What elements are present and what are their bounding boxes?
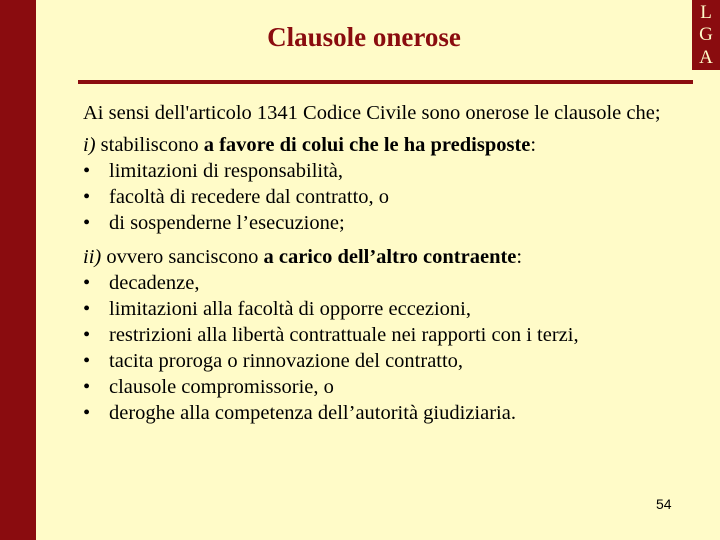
bullet: •: [83, 298, 91, 320]
bullet: •: [83, 350, 91, 372]
list-item-text: clausole compromissorie, o: [109, 376, 334, 398]
section-one-bold: a favore di colui che le ha predisposte: [203, 134, 531, 156]
section-two-numeral: ii): [83, 246, 102, 268]
list-item: [83, 184, 688, 210]
slide-title: Clausole onerose: [267, 22, 461, 52]
section-two-tail: :: [516, 246, 523, 268]
section-one-heading: [83, 132, 688, 158]
section-two-list: [83, 270, 688, 426]
bullet: •: [83, 160, 91, 182]
list-item: [83, 270, 688, 296]
list-item-text: limitazioni alla facoltà di opporre eccezioni,: [109, 298, 472, 320]
list-item: [83, 158, 688, 184]
logo-letter: G: [699, 24, 713, 46]
section-two-heading: [83, 244, 688, 270]
section-one-numeral: i): [83, 134, 96, 156]
list-item: [83, 296, 688, 322]
list-item: [83, 210, 688, 236]
list-item-text: restrizioni alla libertà contrattuale nei rapporti con i terzi,: [109, 324, 579, 346]
logo-letter: A: [699, 47, 713, 69]
list-item-text: deroghe alla competenza dell’autorità giudiziaria.: [109, 402, 516, 424]
bullet: •: [83, 376, 91, 398]
section-one-lead: stabiliscono: [100, 134, 199, 156]
bullet: •: [83, 272, 91, 294]
bullet: •: [83, 324, 91, 346]
section-one-tail: :: [530, 134, 537, 156]
list-item: [83, 374, 688, 400]
bullet: •: [83, 212, 91, 234]
list-item-text: facoltà di recedere dal contratto, o: [109, 186, 390, 208]
bullet: •: [83, 402, 91, 424]
list-item-text: decadenze,: [109, 272, 200, 294]
section-two-bold: a carico dell’altro contraente: [263, 246, 517, 268]
lga-logo: [692, 0, 720, 70]
list-item-text: di sospenderne l’esecuzione;: [109, 212, 345, 234]
list-item: [83, 348, 688, 374]
logo-letter: L: [700, 1, 712, 23]
slide-body: [83, 100, 688, 426]
intro-paragraph: Ai sensi dell'articolo 1341 Codice Civile sono onerose le clausole che;: [83, 102, 661, 124]
section-two-lead: ovvero sanciscono: [106, 246, 259, 268]
page-number: 54: [656, 496, 672, 512]
title-divider: [78, 80, 693, 84]
left-decorative-band: [0, 0, 36, 540]
list-item: [83, 322, 688, 348]
list-item-text: limitazioni di responsabilità,: [109, 160, 343, 182]
list-item: [83, 400, 688, 426]
bullet: •: [83, 186, 91, 208]
section-one-list: [83, 158, 688, 236]
list-item-text: tacita proroga o rinnovazione del contratto,: [109, 350, 464, 372]
